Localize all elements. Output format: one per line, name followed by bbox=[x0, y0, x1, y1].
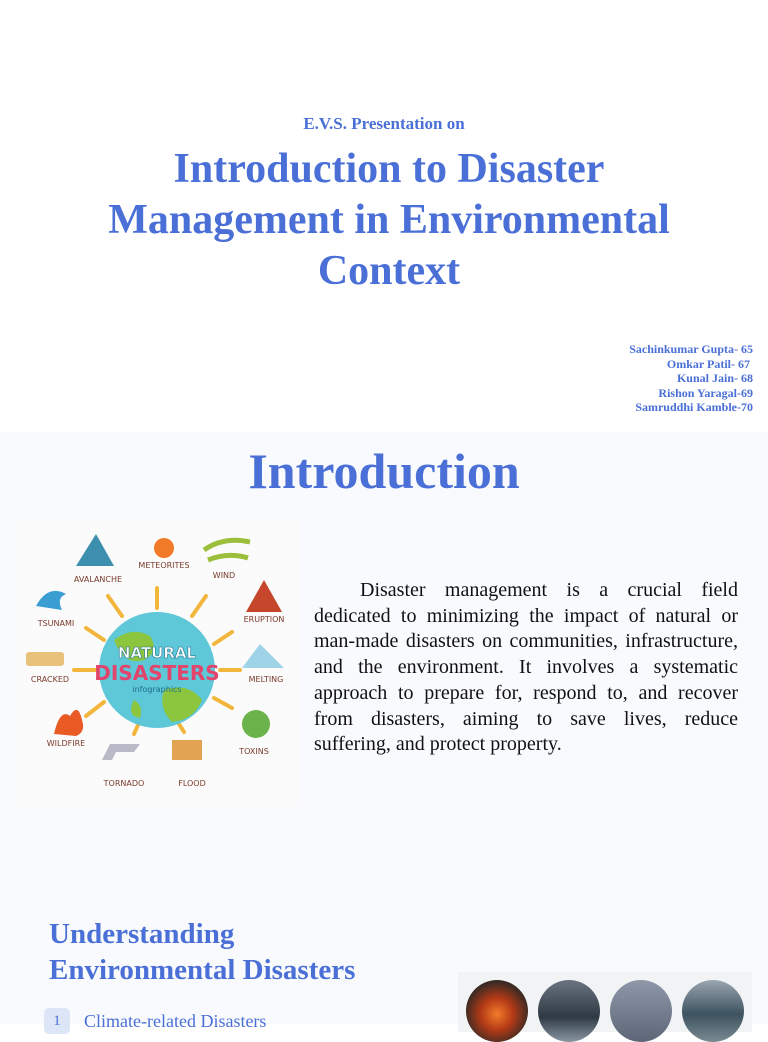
introduction-slide bbox=[0, 432, 768, 1031]
introduction-paragraph: Disaster management is a crucial field dedicated to minimizing the impact of natural or man-made disasters on communities, infrastructure, and the environment. It involves a systematic approach to prepare for, respond to, and recover from disasters, aiming to save lives, reduce suffering, and protect property. bbox=[314, 579, 738, 756]
disaster-photo-strip bbox=[458, 972, 752, 1032]
cracked-icon bbox=[26, 652, 64, 666]
author-name: Sachinkumar Gupta- 65 bbox=[629, 342, 753, 356]
presentation-title bbox=[60, 144, 718, 297]
natural-disasters-infographic bbox=[14, 520, 300, 806]
avalanche-icon bbox=[76, 534, 114, 566]
toxins-icon bbox=[242, 710, 270, 738]
tsunami-icon bbox=[36, 591, 66, 610]
presentation-subtitle: E.V.S. Presentation on bbox=[303, 114, 465, 133]
introduction-heading: Introduction bbox=[248, 443, 520, 499]
list-number-badge: 1 bbox=[44, 1008, 70, 1034]
infographic-graphic bbox=[14, 520, 300, 806]
author-name: Samruddhi Kamble-70 bbox=[635, 400, 753, 414]
label-tornado: TORNADO bbox=[103, 779, 145, 788]
label-tsunami: TSUNAMI bbox=[37, 619, 75, 628]
melting-icon bbox=[242, 644, 284, 668]
author-name: Omkar Patil- 67 bbox=[666, 356, 753, 371]
flood-icon bbox=[172, 740, 202, 760]
title-line: Context bbox=[317, 248, 461, 294]
label-wind: WIND bbox=[212, 571, 236, 580]
label-melting: MELTING bbox=[248, 675, 284, 684]
title-slide bbox=[0, 0, 768, 432]
list-item-label: Climate-related Disasters bbox=[84, 1010, 267, 1031]
label-eruption: ERUPTION bbox=[243, 615, 285, 624]
section-heading-line: Understanding bbox=[49, 918, 235, 950]
title-line: Introduction to Disaster bbox=[173, 146, 605, 192]
author-list bbox=[629, 342, 753, 415]
volcano-photo bbox=[466, 980, 528, 1042]
lightning-photo bbox=[610, 980, 672, 1042]
label-toxins: TOXINS bbox=[239, 747, 269, 756]
infographic-center-title: NATURAL bbox=[117, 644, 197, 662]
label-avalanche: AVALANCHE bbox=[73, 575, 123, 584]
label-flood: FLOOD bbox=[178, 779, 206, 788]
storm-sea-photo bbox=[538, 980, 600, 1042]
section-heading-line: Environmental Disasters bbox=[49, 954, 356, 986]
section-heading bbox=[49, 916, 355, 988]
wind-icon bbox=[204, 540, 250, 560]
label-wildfire: WILDFIRE bbox=[46, 739, 86, 748]
author-name: Kunal Jain- 68 bbox=[676, 371, 753, 385]
eruption-icon bbox=[246, 580, 282, 612]
infographic-center-title: DISASTERS bbox=[94, 661, 220, 685]
flood-photo bbox=[682, 980, 744, 1042]
list-item bbox=[44, 1008, 266, 1034]
tornado-icon bbox=[102, 744, 140, 760]
meteorites-icon bbox=[154, 538, 174, 558]
author-name: Rishon Yaragal-69 bbox=[658, 385, 753, 400]
title-line: Management in Environmental bbox=[108, 197, 670, 243]
infographic-center-subtitle: infographics bbox=[132, 685, 182, 694]
label-meteorites: METEORITES bbox=[138, 561, 190, 570]
label-cracked: CRACKED bbox=[30, 675, 70, 684]
wildfire-icon bbox=[54, 710, 83, 736]
